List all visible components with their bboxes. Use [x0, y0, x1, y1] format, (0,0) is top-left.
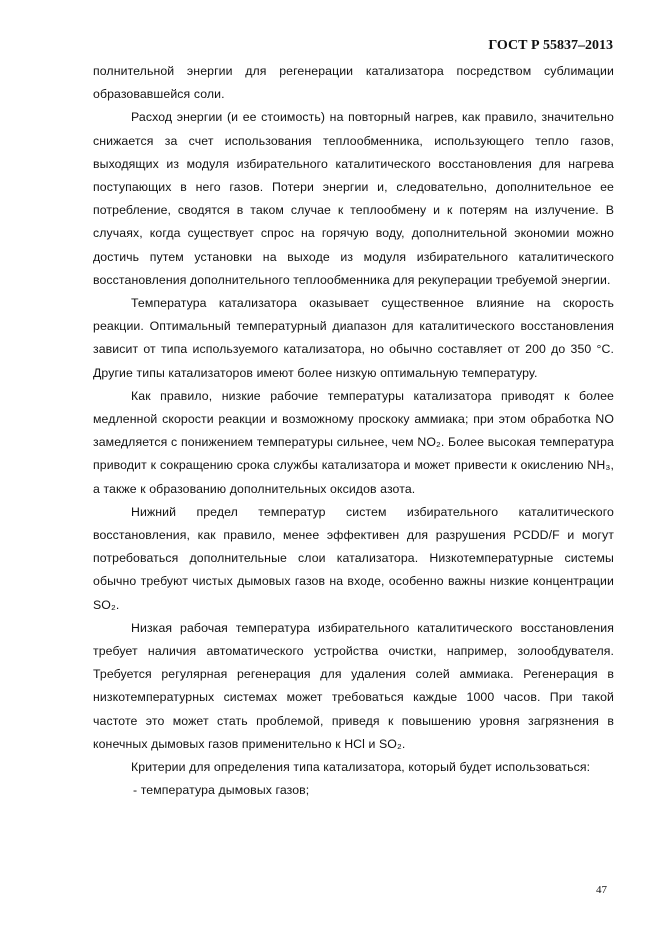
document-header: ГОСТ Р 55837–2013	[488, 38, 613, 53]
paragraph-continuation: полнительной энергии для регенерации катализатора посредством сублимации образовавшейся соли.	[93, 64, 614, 102]
paragraph-low-temperature-effects: Как правило, низкие рабочие температуры катализатора приводят к более медленной скорости реакции и возможному проскоку аммиака; при этом обработка NO замедляется с понижением температуры сильнее, чем NO₂. Более высокая температура приводит к сокращению срока службы катализатора и может привести к окислению NH₃, а также к образованию дополнительных оксидов азота.	[93, 388, 614, 496]
paragraph-energy-consumption: Расход энергии (и ее стоимость) на повторный нагрев, как правило, значительно снижается за счет использования теплообменника, использующего тепло газов, выходящих из модуля избирательного каталитического восстановления для нагрева поступающих в него газов. Потери энергии и, следовательно, дополнительное ее потребление, сводятся в таком случае к теплообмену и к потерям на излучение. В случаях, когда существует спрос на горячую воду, дополнительной экономии можно достичь путем установки на выходе из модуля избирательного каталитического восстановления дополнительного теплообменника для рекуперации требуемой энергии.	[93, 110, 614, 287]
document-body	[93, 60, 614, 803]
paragraph-catalyst-temperature: Температура катализатора оказывает существенное влияние на скорость реакции. Оптимальный температурный диапазон для каталитического восстановления зависит от типа используемого катализатора, но обычно составляет от 200 до 350 °С. Другие типы катализаторов имеют более низкую оптимальную температуру.	[93, 296, 614, 380]
page-number: 47	[596, 884, 607, 896]
list-item: - температура дымовых газов;	[133, 783, 310, 798]
paragraph-low-operating-temperature: Низкая рабочая температура избирательного каталитического восстановления требует наличия автоматического устройства очистки, например, золообдувателя. Требуется регулярная регенерация для удаления солей аммиака. Регенерация в низкотемпературных системах может требоваться каждые 1000 часов. При такой частоте это может стать проблемой, приведя к повышению уровня загрязнения в конечных дымовых газов применительно к HCl и SO₂.	[93, 620, 614, 751]
paragraph-catalyst-criteria: Критерии для определения типа катализатора, который будет использоваться:	[131, 760, 591, 775]
paragraph-lower-limit: Нижний предел температур систем избирательного каталитического восстановления, как правило, менее эффективен для разрушения PCDD/F и могут потребоваться дополнительные слои катализатора. Низкотемпературные системы обычно требуют чистых дымовых газов на входе, особенно важны низкие концентрации SO₂.	[93, 504, 614, 612]
